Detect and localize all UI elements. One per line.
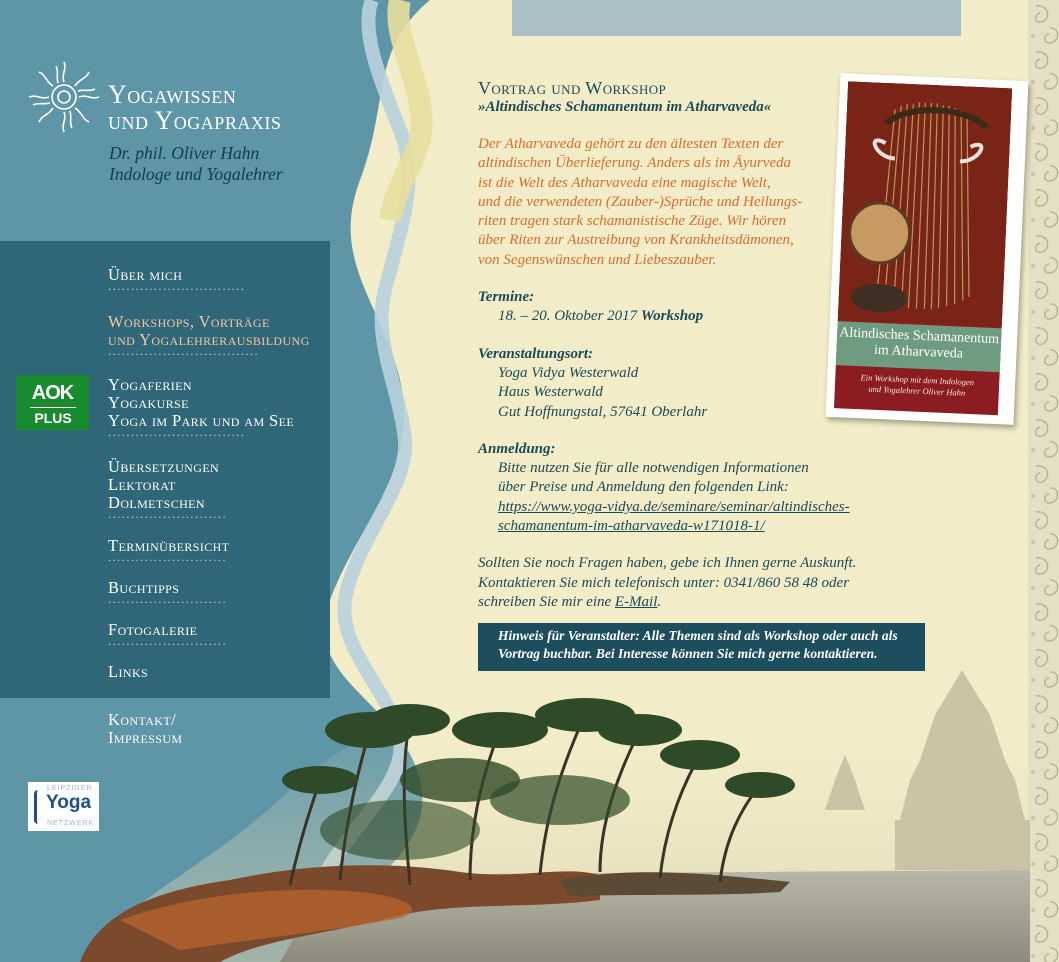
site-title-line2: und Yogapraxis [108,106,282,135]
nav-item-uebersetzungen[interactable]: Übersetzungen [108,457,220,476]
nav-group-buchtipps [108,579,227,608]
yoga-badge-bottom: NETZWERK [47,820,95,827]
termine-value [478,307,918,326]
page-title: Vortrag und Workshop [478,78,667,98]
ort-label: Veranstaltungsort: [478,345,594,362]
intro-line: riten tragen stark schamanistische Züge. Wir hören [478,213,787,230]
termine-type: Workshop [640,308,704,325]
nav-group-termine [108,537,229,566]
ort-line: Gut Hoffnungstal, 57641 Oberlahr [498,403,708,420]
paisley-border [1028,0,1059,962]
contact-section [478,554,918,612]
nav-divider: ·························· [108,515,228,523]
nav-divider: ······························ [108,287,246,295]
intro-text [478,135,918,270]
intro-line: über Riten zur Austreibung von Krankheitsdämonen, [478,232,794,249]
site-title-line1: Yogawissen [108,80,237,109]
nav-item-impressum[interactable]: Impressum [108,728,183,747]
nav-item-yoga-im-park[interactable]: Yoga im Park und am See [108,411,295,430]
book-title-line2: im Atharvaveda [873,342,964,362]
nav-item-links[interactable]: Links [108,662,149,681]
intro-line: ist die Welt des Atharvaveda eine magische Welt, [478,174,771,191]
sun-icon[interactable] [27,60,101,134]
organizer-note [478,623,925,671]
contact-line: Kontaktieren Sie mich telefonisch unter: 0341/860 58 48 oder [478,574,850,591]
book-title-line1: Altindisches Schamanentum [839,325,1000,348]
nav-divider: ·························· [108,558,228,566]
intro-line: altindischen Überlieferung. Anders als im Āyurveda [478,155,792,172]
contact-line: Sollten Sie noch Fragen haben, gebe ich Ihnen gerne Auskunft. [478,555,857,572]
nav-group-about [108,266,245,295]
intro-line: Der Atharvaveda gehört zu den ältesten Texten der [478,136,784,152]
author-info [109,143,283,185]
nav-divider: ·························· [108,600,228,608]
contact-line-text: schreiben Sie mir eine [478,593,615,610]
anmeldung-line: Bitte nutzen Sie für alle notwendigen Informationen [498,460,809,477]
main-content [478,78,918,612]
organizer-note-line2: Vortrag buchbar. Bei Interesse können Sie mich gerne kontaktieren. [498,646,878,661]
nav-item-workshops[interactable]: Workshops, Vorträge [108,312,270,331]
termine-section [478,288,918,327]
nav-item-ueber-mich[interactable]: Über mich [108,265,183,284]
nav-item-yogakurse[interactable]: Yogakurse [108,393,189,412]
nav-item-terminuebersicht[interactable]: Terminübersicht [108,536,230,555]
aok-logo-text: AOK [31,382,74,404]
nav-divider: ·························· [108,642,228,650]
ort-section [478,345,918,422]
author-name: Dr. phil. Oliver Hahn [109,143,260,163]
organizer-note-line1: Hinweis für Veranstalter: Alle Themen sind als Workshop oder auch als [498,628,898,643]
contact-line [478,593,918,612]
aok-plus-logo[interactable] [16,375,89,430]
top-decor-strip [512,0,961,36]
nav-item-dolmetschen[interactable]: Dolmetschen [108,493,205,512]
contact-line-end: . [657,593,662,610]
yoga-badge-main: Yoga [46,792,92,813]
nav-group-yoga [108,376,294,441]
book-subtitle-line2: und Yogalehrer Oliver Hahn [868,383,966,398]
nav-group-translation [108,458,227,523]
anmeldung-section [478,440,918,536]
nav-item-kontakt[interactable]: Kontakt/ [108,710,177,729]
intro-line: von Segenswünschen und Liebeszauber. [478,251,717,268]
author-profession: Indologe und Yogalehrer [109,164,283,184]
site-title[interactable] [108,82,281,134]
nav-divider: ································· [108,352,260,360]
anmeldung-label: Anmeldung: [478,440,556,457]
nav-item-yogaferien[interactable]: Yogaferien [108,375,192,394]
ort-line: Haus Westerwald [498,384,603,401]
nav-group-fotogalerie [108,621,227,650]
email-link[interactable]: E-Mail [614,593,658,610]
nav-item-yogalehrerausbildung[interactable]: und Yogalehrerausbildung [108,330,310,349]
landscape-image [0,660,1030,962]
termine-date: 18. – 20. Oktober 2017 [498,308,638,325]
nav-group-workshops [108,313,310,360]
registration-link[interactable] [478,498,918,537]
termine-label: Termine: [478,289,535,306]
book-subtitle-line1: Ein Workshop mit dem Indologen [860,372,975,388]
intro-line: und die verwendeten (Zauber-)Sprüche und Heilungs- [478,193,803,210]
nav-item-fotogalerie[interactable]: Fotogalerie [108,620,198,639]
nav-item-buchtipps[interactable]: Buchtipps [108,578,180,597]
page-subtitle: »Altindisches Schamanentum im Atharvaveda« [478,99,772,115]
nav-item-lektorat[interactable]: Lektorat [108,475,176,494]
anmeldung-line: über Preise und Anmeldung den folgenden Link: [498,479,789,496]
registration-link-line1[interactable]: https://www.yoga-vidya.de/seminare/seminar/altindisches- [498,498,850,515]
ort-line: Yoga Vidya Westerwald [498,364,639,381]
registration-link-line2[interactable]: schamanentum-im-atharvaveda-w171018-1/ [498,518,765,535]
yoga-badge-top: LEIPZIGER [47,785,93,792]
nav-divider: ······························ [108,433,246,441]
aok-logo-plus: PLUS [30,407,76,425]
